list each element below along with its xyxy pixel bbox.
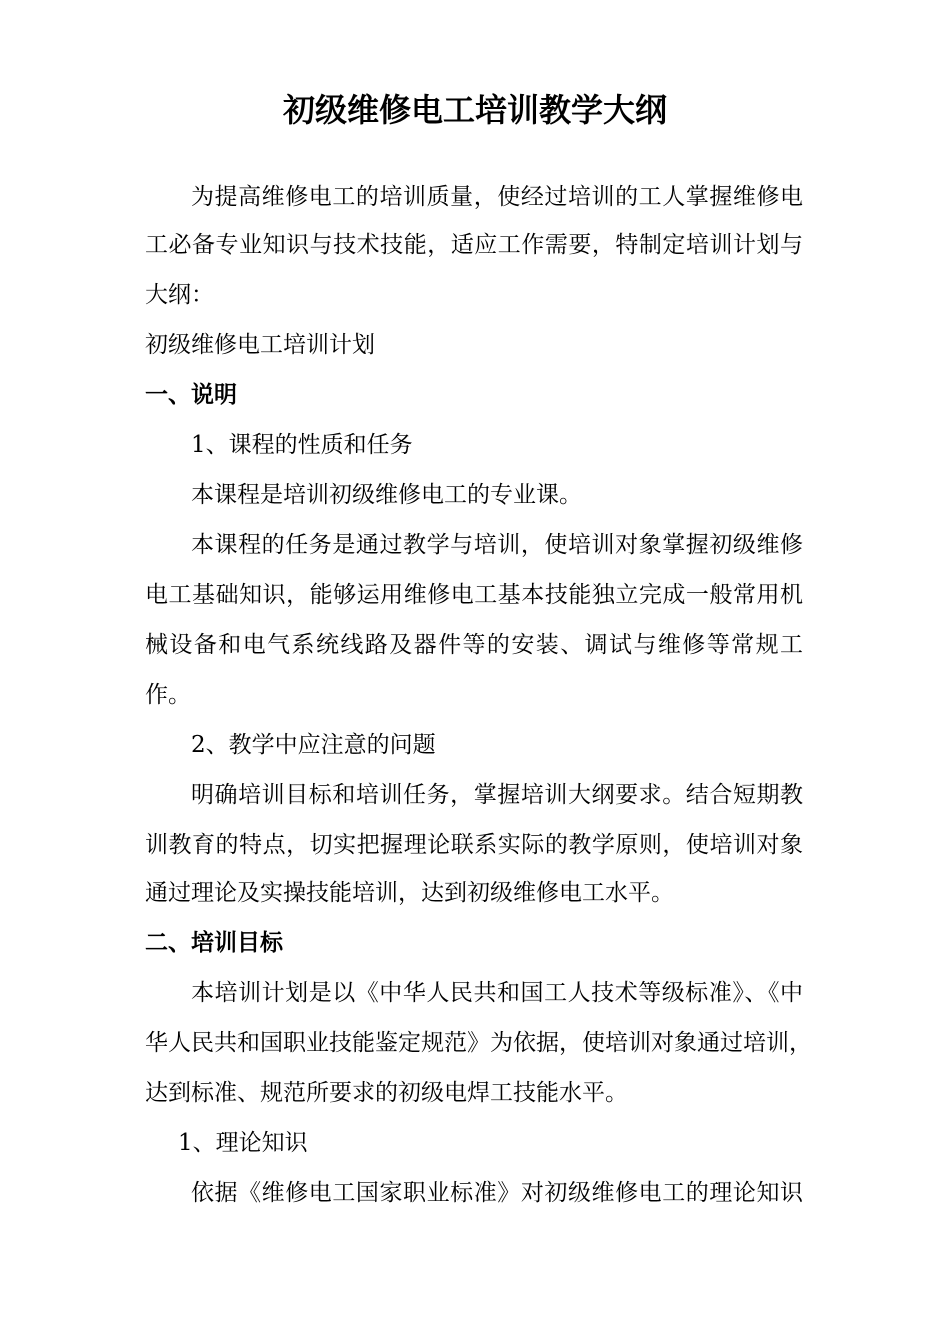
section-heading-explanation: 一、说明 xyxy=(145,381,237,408)
course-task-line-4: 作。 xyxy=(145,682,191,708)
course-nature-paragraph: 本课程是培训初级维修电工的专业课。 xyxy=(191,482,582,508)
course-task-line-2: 电工基础知识，能够运用维修电工基本技能独立完成一般常用机 xyxy=(145,582,803,608)
document-title: 初级维修电工培训教学大纲 xyxy=(282,91,667,129)
course-task-line-3: 械设备和电气系统线路及器件等的安装、调试与维修等常规工 xyxy=(145,632,803,658)
section-heading-training-goals: 二、培训目标 xyxy=(145,929,283,956)
intro-line-1: 为提高维修电工的培训质量，使经过培训的工人掌握维修电 xyxy=(191,184,803,210)
training-goals-line-3: 达到标准、规范所要求的初级电焊工技能水平。 xyxy=(145,1080,628,1106)
course-task-line-1: 本课程的任务是通过教学与培训，使培训对象掌握初级维修 xyxy=(191,532,803,558)
subheading-teaching-issues: 2、教学中应注意的问题 xyxy=(191,732,436,758)
training-goals-line-1: 本培训计划是以《中华人民共和国工人技术等级标准》、《中 xyxy=(191,980,803,1006)
theory-knowledge-line-1: 依据《维修电工国家职业标准》对初级维修电工的理论知识 xyxy=(191,1180,803,1206)
subheading-course-nature: 1、课程的性质和任务 xyxy=(191,432,413,458)
teaching-issues-line-2: 训教育的特点，切实把握理论联系实际的教学原则，使培训对象 xyxy=(145,832,803,858)
teaching-issues-line-3: 通过理论及实操技能培训，达到初级维修电工水平。 xyxy=(145,880,674,906)
subheading-theory-knowledge: 1、理论知识 xyxy=(178,1130,308,1156)
intro-line-2: 工必备专业知识与技术技能，适应工作需要，特制定培训计划与 xyxy=(145,232,803,258)
training-goals-line-2: 华人民共和国职业技能鉴定规范》为依据，使培训对象通过培训， xyxy=(145,1030,812,1056)
intro-line-3: 大纲： xyxy=(145,282,214,308)
teaching-issues-line-1: 明确培训目标和培训任务，掌握培训大纲要求。结合短期教 xyxy=(191,782,803,808)
plan-title: 初级维修电工培训计划 xyxy=(145,332,375,358)
